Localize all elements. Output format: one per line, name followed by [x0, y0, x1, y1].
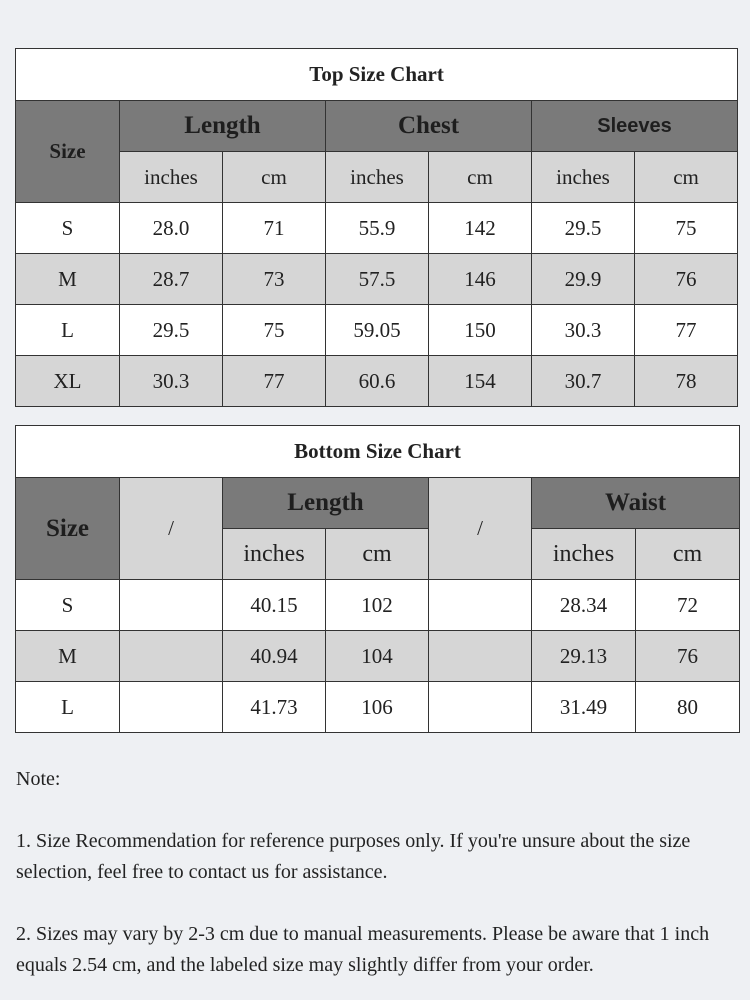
table-cell: 40.94 [223, 631, 326, 682]
table-cell: 30.7 [532, 356, 635, 407]
empty-cell [429, 682, 532, 733]
bottom-chart-title: Bottom Size Chart [16, 426, 740, 478]
table-row [16, 305, 738, 356]
unit-header: inches [120, 152, 223, 203]
table-cell: 29.5 [120, 305, 223, 356]
unit-header: cm [223, 152, 326, 203]
size-label: M [16, 631, 120, 682]
unit-header: cm [635, 152, 738, 203]
unit-header: cm [636, 529, 740, 580]
table-cell: 72 [636, 580, 740, 631]
unit-header: inches [326, 152, 429, 203]
table-row [16, 631, 740, 682]
table-cell: 146 [429, 254, 532, 305]
table-cell: 30.3 [532, 305, 635, 356]
unit-header: inches [532, 152, 635, 203]
table-row [16, 203, 738, 254]
table-cell: 104 [326, 631, 429, 682]
table-cell: 76 [636, 631, 740, 682]
table-cell: 150 [429, 305, 532, 356]
table-cell: 55.9 [326, 203, 429, 254]
table-cell: 28.34 [532, 580, 636, 631]
size-column-header: Size [16, 101, 120, 203]
length-group-header: Length [120, 101, 326, 152]
table-cell: 142 [429, 203, 532, 254]
table-cell: 77 [635, 305, 738, 356]
table-cell: 154 [429, 356, 532, 407]
table-cell: 60.6 [326, 356, 429, 407]
top-size-chart [15, 48, 738, 407]
waist-group-header: Waist [532, 478, 740, 529]
table-cell: 31.49 [532, 682, 636, 733]
table-cell: 73 [223, 254, 326, 305]
table-cell: 75 [635, 203, 738, 254]
table-cell: 76 [635, 254, 738, 305]
table-cell: 78 [635, 356, 738, 407]
unit-header: inches [532, 529, 636, 580]
size-label: XL [16, 356, 120, 407]
size-label: L [16, 682, 120, 733]
table-cell: 29.9 [532, 254, 635, 305]
table-cell: 59.05 [326, 305, 429, 356]
note-item: 1. Size Recommendation for reference purposes only. If you're unsure about the size selection, feel free to contact us for assistance. [16, 830, 691, 883]
table-cell: 28.0 [120, 203, 223, 254]
empty-cell [120, 682, 223, 733]
table-row [16, 356, 738, 407]
size-label: L [16, 305, 120, 356]
bottom-size-chart [15, 425, 740, 733]
notes-section [16, 764, 736, 1000]
table-row [16, 580, 740, 631]
empty-cell [429, 631, 532, 682]
top-chart-title: Top Size Chart [16, 49, 738, 101]
size-label: S [16, 203, 120, 254]
table-cell: 40.15 [223, 580, 326, 631]
table-cell: 80 [636, 682, 740, 733]
table-cell: 29.13 [532, 631, 636, 682]
note-item: 2. Sizes may vary by 2-3 cm due to manual measurements. Please be aware that 1 inch equals 2.54 cm, and the labeled size may slightly differ from your order. [16, 923, 710, 976]
size-label: S [16, 580, 120, 631]
table-cell: 106 [326, 682, 429, 733]
unit-header: cm [429, 152, 532, 203]
size-label: M [16, 254, 120, 305]
table-cell: 77 [223, 356, 326, 407]
size-column-header: Size [16, 478, 120, 580]
notes-heading: Note: [16, 768, 61, 790]
empty-cell [120, 631, 223, 682]
table-cell: 30.3 [120, 356, 223, 407]
sleeves-group-header: Sleeves [532, 101, 738, 152]
table-cell: 28.7 [120, 254, 223, 305]
unit-header: cm [326, 529, 429, 580]
chest-group-header: Chest [326, 101, 532, 152]
table-cell: 75 [223, 305, 326, 356]
table-cell: 57.5 [326, 254, 429, 305]
empty-column-header: / [429, 478, 532, 580]
table-row [16, 254, 738, 305]
table-cell: 102 [326, 580, 429, 631]
empty-cell [429, 580, 532, 631]
table-cell: 29.5 [532, 203, 635, 254]
table-cell: 41.73 [223, 682, 326, 733]
table-cell: 71 [223, 203, 326, 254]
empty-column-header: / [120, 478, 223, 580]
empty-cell [120, 580, 223, 631]
unit-header: inches [223, 529, 326, 580]
table-row [16, 682, 740, 733]
length-group-header: Length [223, 478, 429, 529]
